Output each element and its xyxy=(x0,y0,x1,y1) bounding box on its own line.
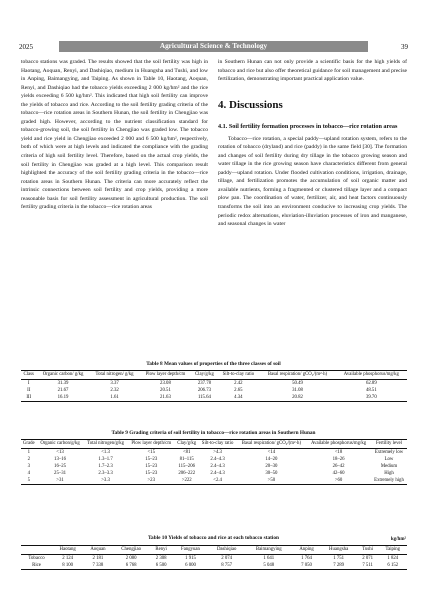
table10-cell: 7 338 xyxy=(83,562,112,570)
left-column xyxy=(21,58,208,212)
table10-cell: 1 641 xyxy=(263,555,275,561)
table10-row xyxy=(21,555,407,563)
table8-cell: 4.34 xyxy=(217,394,259,402)
table9-cell: 18–26 xyxy=(332,456,345,462)
table8-cell: II xyxy=(27,387,31,393)
table10-header-row xyxy=(21,546,407,555)
table8-cell: 1.61 xyxy=(90,394,140,402)
table9-cell: >23 xyxy=(128,477,175,485)
table9-cell: Medium xyxy=(380,463,398,469)
table10-cell: 7 050 xyxy=(293,562,321,570)
table9-header-row xyxy=(21,440,407,449)
table10-header-cell: Tushi xyxy=(357,546,379,555)
table9-cell: 15–23 xyxy=(145,456,158,462)
table9-cell: >60 xyxy=(306,477,371,485)
table8-header-cell: Clay/g/kg xyxy=(191,371,217,380)
table10-cell: 8 757 xyxy=(208,562,245,570)
table9-cell: 4 xyxy=(27,470,30,476)
table9 xyxy=(21,439,407,485)
table8-row xyxy=(21,387,407,394)
table8-cell: 237.78 xyxy=(197,380,212,386)
table9-cell: >31 xyxy=(37,477,84,485)
page-number: 39 xyxy=(401,42,408,51)
table9-header-cell: Grade xyxy=(21,440,37,449)
table9-row xyxy=(21,477,407,485)
journal-title: Agricultural Science & Technology xyxy=(59,41,368,52)
table9-cell: 115–206 xyxy=(178,463,196,469)
table10-cell: 7 289 xyxy=(321,562,357,570)
table8-row xyxy=(21,380,407,388)
table9-header-cell: Organic carbon/g/kg xyxy=(37,440,84,449)
table8-cell: 21.63 xyxy=(139,394,191,402)
table10-cell: 7 511 xyxy=(357,562,379,570)
table10-cell: 2 071 xyxy=(362,555,374,561)
table8-body xyxy=(21,380,407,402)
table9-header-cell: Silt-to-clay ratio xyxy=(199,440,237,449)
table9-cell: <81 xyxy=(182,449,191,455)
table9-cell: 25–31 xyxy=(54,470,67,476)
table10-cell: 6 152 xyxy=(379,562,407,570)
table8-cell: 2.32 xyxy=(110,387,119,393)
table10-cell: 2 308 xyxy=(155,555,167,561)
table9-header-cell: Total nitrogen/g/kg xyxy=(84,440,128,449)
table9-cell: <1.3 xyxy=(101,449,110,455)
table10-cell: 6 768 xyxy=(113,562,150,570)
table8-cell: 206.73 xyxy=(197,387,212,393)
right-paragraph-1: in Southern Hunan can not only provide a scientific basis for the high yields of tobacco and rice but also offer theoretical guidance for soil management and precise fertilization, demonstrating important practical application value. xyxy=(218,59,407,83)
table10-header-cell: Fangyuan xyxy=(173,546,209,555)
table9-cell: 15–23 xyxy=(145,463,158,469)
table10-header-cell: Chengjiao xyxy=(113,546,150,555)
table9-header-cell: Available phosphorus/mg/kg xyxy=(306,440,371,449)
table8-cell: 2.65 xyxy=(234,387,243,393)
table8-cell: 21.67 xyxy=(57,387,69,393)
table9-header-cell: Fertility level xyxy=(371,440,407,449)
header-year: 2025 xyxy=(19,42,33,51)
table9-cell: 26–42 xyxy=(332,463,345,469)
table9-cell: High xyxy=(384,470,394,476)
table9-row xyxy=(21,470,407,477)
table9-cell: Extremely low xyxy=(374,449,404,455)
table8-header-row xyxy=(21,371,407,380)
table9-row xyxy=(21,463,407,470)
table8-caption: Table 8 Mean values of properties of the three classes of soil xyxy=(146,361,281,367)
table10-header-cell: Taiping xyxy=(379,546,407,555)
table9-cell: 2.4–4.3 xyxy=(210,470,225,476)
table10-header-cell: Haotang xyxy=(52,546,83,555)
table8-cell: 62.89 xyxy=(365,380,377,386)
table8-header-cell: Class xyxy=(21,371,36,380)
table8-cell: 31.08 xyxy=(292,387,303,393)
table9-cell: 15–23 xyxy=(145,470,158,476)
right-column xyxy=(218,58,407,229)
subsection-heading: 4.1. Soil fertility formation processes in tobacco—rice rotation areas xyxy=(218,122,398,130)
table8-cell: 16.19 xyxy=(36,394,89,402)
table9-cell: Low xyxy=(384,456,394,462)
table9-cell: 2 xyxy=(27,456,30,462)
table10 xyxy=(21,545,407,570)
table9-cell: 81–115 xyxy=(179,456,194,462)
table10-row xyxy=(21,562,407,570)
table9-cell: 42–60 xyxy=(332,470,345,476)
table9-cell: 13–16 xyxy=(54,456,67,462)
table10-header-cell: Dashiqiao xyxy=(208,546,245,555)
table10-cell: 1 751 xyxy=(333,555,345,561)
table9-cell: >3.3 xyxy=(84,477,128,485)
table10-body xyxy=(21,555,407,570)
table10-header-cell: Aoquan xyxy=(83,546,112,555)
table10-cell: 2 124 xyxy=(62,555,74,561)
table10-cell: 1 915 xyxy=(185,555,196,561)
table9-cell: 1 xyxy=(27,449,30,455)
table8 xyxy=(21,370,407,402)
table10-header-cell: Anping xyxy=(293,546,321,555)
table9-cell: <14 xyxy=(267,449,276,455)
table9-header-cell: Plow layer depth/cm xyxy=(128,440,175,449)
left-paragraph: tobacco stations was graded. The results showed that the soil fertility was high in Haotang, Aoquan, Renyi, and Dashiqiao, medium in Huangsha and Tushi, and low in Anping, Baimangying, and Taiping. As shown in Table 10, Haotang, Aoquan, Renyi, and Dashiqiao had the tobacco yields exceeding 2 000 kg/hm² and the rice yields exceeding 6 500 kg/hm². This indicated that high soil fertility can improve the yields of tobacco and rice. According to the soil fertility grading criteria of the tobacco—rice rotation areas in Southern Hunan, the soil fertility in Chengjiao was graded high. However, according to the nutrient classification standard for tobacco-growing soil, the soil fertility in Chengjiao was graded low. The tobacco yield and rice yield in Chengjiao exceeded 2 000 and 6 500 kg/hm², respectively, both of which were at high levels and indicated the compliance with the grading criteria of high soil fertility level. Therefore, based on the actual crop yields, the soil fertility in Chengjiao was graded at a high level. This comparison result highlighted the accuracy of the soil fertility grading criteria in the tobacco—rice rotation areas in Southern Hunan. The criteria can more accurately reflect the intrinsic connections between soil fertility and crop yields, providing a more reasonable basis for soil fertility assessment in agricultural production. The soil fertility grading criteria in the tobacco—rice rotation areas xyxy=(21,59,208,211)
table8-cell: 3.37 xyxy=(110,380,119,386)
table9-cell: <15 xyxy=(147,449,155,455)
table9-body xyxy=(21,449,407,485)
table9-cell: >50 xyxy=(237,477,307,485)
table8-cell: 48.51 xyxy=(365,387,377,393)
table9-header-cell: Clay/g/kg xyxy=(175,440,199,449)
table10-cell: Tobacco xyxy=(28,555,45,561)
table8-header-cell: Available phosphorus/mg/kg xyxy=(336,371,407,380)
running-header xyxy=(19,40,408,53)
table9-caption: Table 9 Grading criteria of soil fertility in tobacco—rice rotation areas in Southern Hunan xyxy=(111,430,316,436)
table8-cell: 50.49 xyxy=(292,380,303,386)
table10-cell: 6 500 xyxy=(150,562,173,570)
table10-header-cell: Huangsha xyxy=(321,546,357,555)
table8-header-cell: Basal respiration/ gCO₂/(m²·h) xyxy=(259,371,335,380)
table9-cell: 20–30 xyxy=(265,463,278,469)
table10-cell: 1 824 xyxy=(387,555,399,561)
table10-cell: 8 100 xyxy=(52,562,83,570)
table9-cell: 1.7–2.3 xyxy=(98,463,113,469)
table10-cell: 2 181 xyxy=(92,555,104,561)
table10-cell: 2 074 xyxy=(221,555,233,561)
table10-cell: 6 000 xyxy=(173,562,209,570)
table9-cell: 5 xyxy=(21,477,37,485)
table9-row xyxy=(21,449,407,457)
table9-cell: >4.3 xyxy=(213,449,222,455)
table8-header-cell: Silt-to-clay ratio xyxy=(217,371,259,380)
table9-cell: 30–50 xyxy=(265,470,278,476)
table10-cell: 2 080 xyxy=(125,555,137,561)
table8-cell: 23.08 xyxy=(160,380,171,386)
table8-cell: I xyxy=(27,380,30,386)
table9-header-cell: Basal respiration/ gCO₂/(m²·h) xyxy=(237,440,307,449)
table8-cell: 31.39 xyxy=(57,380,69,386)
table9-cell: 206–222 xyxy=(178,470,196,476)
table8-cell: III xyxy=(21,394,36,402)
table9-cell: 14–20 xyxy=(265,456,278,462)
table9-cell: 2.3–3.3 xyxy=(98,470,113,476)
table8-header-cell: Plow layer depth/cm xyxy=(139,371,191,380)
table9-cell: 3 xyxy=(27,463,30,469)
table9-cell: >222 xyxy=(175,477,199,485)
table8-cell: 20.51 xyxy=(160,387,171,393)
table9-cell: 16–25 xyxy=(54,463,67,469)
table8-cell: 39.70 xyxy=(336,394,407,402)
table8-cell: 115.64 xyxy=(191,394,217,402)
table10-cell: Rice xyxy=(21,562,52,570)
table9-cell: 2.4–4.3 xyxy=(210,456,225,462)
table8-row xyxy=(21,394,407,402)
table8-header-cell: Total nitrogen/ g/kg xyxy=(90,371,140,380)
table9-cell: Extremely high xyxy=(371,477,407,485)
table9-cell: <18 xyxy=(334,449,343,455)
table8-cell: 2.42 xyxy=(234,380,243,386)
right-paragraph-2: Tobacco—rice rotation, a special paddy—upland rotation system, refers to the rotation of tobacco (dryland) and rice (paddy) in the same field [30]. The formation and changes of soil fertility during dry tillage in the tobacco growing season and water tillage in the rice growing season have characteristics different from general paddy—upland rotation. Under flooded cultivation conditions, irrigation, drainage, tillage, and fertilization promotes the accumulation of soil organic matter and available nutrients, forming a fragmented or clustered tillage layer and a compact plow pan. The coordination of water, fertilizer, air, and heat factors continuously transforms the soil into an environment conducive to increasing crop yields. The periodic redox alternations, eluviation-illuviation processes of iron and manganese, and seasonal changes in water xyxy=(218,135,407,228)
table10-header-cell: Renyi xyxy=(150,546,173,555)
table9-row xyxy=(21,456,407,463)
table10-header-cell xyxy=(21,546,52,555)
table10-cell: 5 048 xyxy=(245,562,293,570)
table8-cell: 20.82 xyxy=(259,394,335,402)
table8-header-cell: Organic carbon/ g/kg xyxy=(36,371,89,380)
table9-cell: <13 xyxy=(56,449,64,455)
table10-cell: 1 764 xyxy=(301,555,312,561)
table9-cell: <2.4 xyxy=(199,477,237,485)
table9-cell: 2.4–4.3 xyxy=(210,463,225,469)
section-heading: 4. Discussions xyxy=(218,98,283,111)
table10-header-cell: Baimangying xyxy=(245,546,293,555)
table9-cell: 1.3–1.7 xyxy=(98,456,113,462)
table10-caption: Table 10 Yields of tobacco and rice at each tobacco station xyxy=(148,535,279,541)
table10-unit: kg/hm² xyxy=(390,537,406,542)
